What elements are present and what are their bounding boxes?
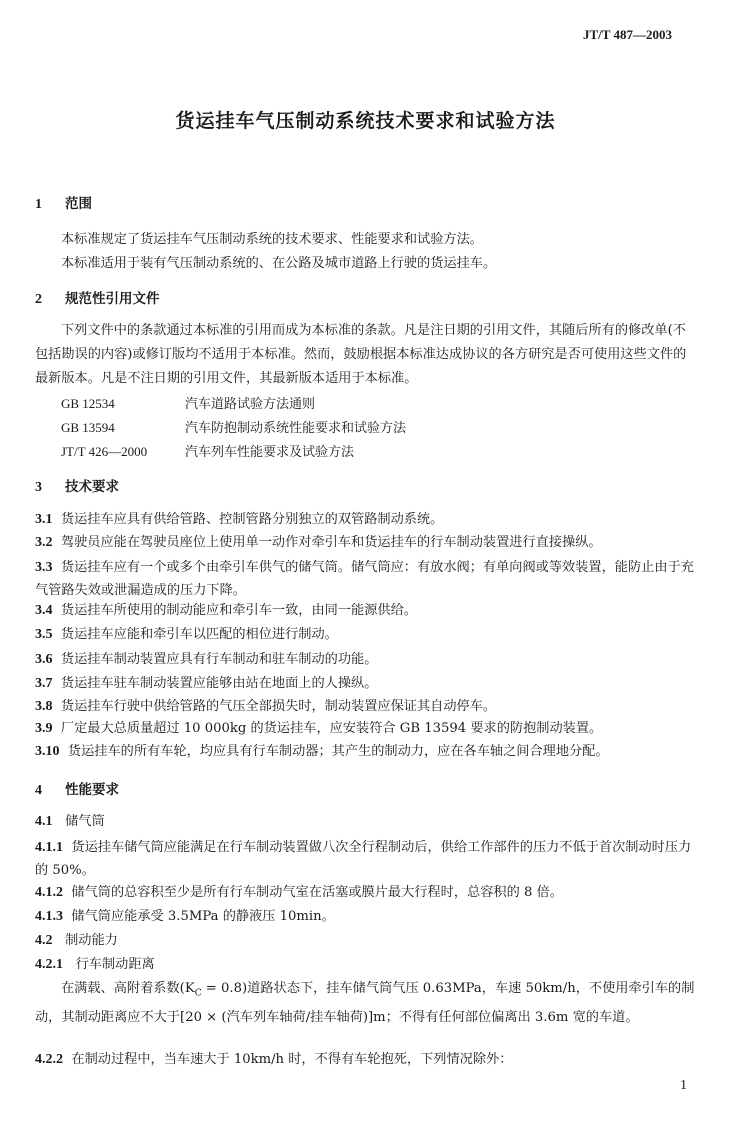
reference-row <box>61 393 315 412</box>
section-number: 1 <box>35 197 42 212</box>
section-1-heading <box>35 192 92 213</box>
section-3-heading <box>35 475 119 496</box>
clause-text: 货运挂车所使用的制动能应和牵引车一致，由同一能源供给。 <box>60 603 417 618</box>
paragraph: 本标准适用于装有气压制动系统的、在公路及城市道路上行驶的货运挂车。 <box>61 256 497 271</box>
clause-text: 储气筒的总容积至少是所有行车制动气室在活塞或膜片最大行程时，总容积的 8 倍。 <box>71 885 563 900</box>
clause <box>35 697 496 717</box>
clause-number: 3.4 <box>35 603 53 618</box>
reference-row <box>61 417 406 436</box>
paragraph: 本标准规定了货运挂车气压制动系统的技术要求、性能要求和试验方法。 <box>61 232 483 247</box>
clause-text: 货运挂车储气筒应能满足在行车制动装置做八次全行程制动后，供给工作部件的压力不低于首次制动时压力的 50%。 <box>35 840 692 878</box>
clause-number: 3.5 <box>35 627 53 642</box>
reference-title: 汽车防抱制动系统性能要求和试验方法 <box>185 421 407 436</box>
clause-number: 4.2.1 <box>35 957 63 972</box>
clause-text: 货运挂车应有一个或多个由牵引车供气的储气筒。储气筒应：有放水阀；有单向阀或等效装置，能防止由于充气管路失效或泄漏造成的压力下降。 <box>35 560 694 598</box>
paragraph: 下列文件中的条款通过本标准的引用而成为本标准的条款。凡是注日期的引用文件，其随后所有的修改单(不包括勘误的内容)或修订版均不适用于本标准。然而，鼓励根据本标准达成协议的各方研究是否可使用这些文件的最新版本。凡是不注日期的引用文件，其最新版本适用于本标准。 <box>35 323 687 386</box>
standard-number: JT/T 487—2003 <box>583 27 672 42</box>
reference-title: 汽车列车性能要求及试验方法 <box>185 445 355 460</box>
clause-text: 在制动过程中，当车速大于 10km/h 时，不得有车轮抱死，下列情况除外： <box>71 1052 513 1067</box>
clause-number: 3.6 <box>35 652 53 667</box>
clause-number: 3.8 <box>35 699 53 714</box>
clause <box>35 533 602 553</box>
section-number: 2 <box>35 292 42 307</box>
clause <box>35 907 335 927</box>
clause-text: 驾驶员应能在驾驶员座位上使用单一动作对牵引车和货运挂车的行车制动装置进行直接操纵。 <box>60 535 602 550</box>
clause-text: 货运挂车的所有车轮，均应具有行车制动器；其产生的制动力，应在各车轴之间合理地分配。 <box>67 744 609 759</box>
clause-number: 3.1 <box>35 512 53 527</box>
clause-number: 3.7 <box>35 676 53 691</box>
subsection-heading <box>35 955 155 975</box>
clause-number: 4.1.1 <box>35 840 63 855</box>
document-title: 货运挂车气压制动系统技术要求和试验方法 <box>175 110 556 132</box>
clause <box>35 883 563 903</box>
section-2-heading <box>35 287 160 308</box>
reference-code: GB 12534 <box>61 396 115 411</box>
reference-code: GB 13594 <box>61 420 115 435</box>
clause-text: 货运挂车驻车制动装置应能够由站在地面上的人操纵。 <box>60 676 378 691</box>
clause <box>35 601 417 621</box>
clause-text: 货运挂车制动装置应具有行车制动和驻车制动的功能。 <box>60 652 378 667</box>
clause-text: 货运挂车行驶中供给管路的气压全部损失时，制动装置应保证其自动停车。 <box>60 699 497 714</box>
clause <box>35 836 695 882</box>
clause-number: 3.3 <box>35 560 53 575</box>
clause-number: 4.2.2 <box>35 1052 63 1067</box>
clause <box>35 742 609 762</box>
clause-text: 货运挂车应能和牵引车以匹配的相位进行制动。 <box>60 627 338 642</box>
section-title: 性能要求 <box>65 782 119 798</box>
clause-number: 3.2 <box>35 535 53 550</box>
clause-text: 货运挂车应具有供给管路、控制管路分别独立的双管路制动系统。 <box>60 512 444 527</box>
section-number: 3 <box>35 480 42 495</box>
clause-text: 储气筒应能承受 3.5MPa 的静液压 10min。 <box>71 909 335 924</box>
clause-number: 4.2 <box>35 933 53 948</box>
section-title: 技术要求 <box>65 479 119 495</box>
subsection-title: 制动能力 <box>65 933 118 948</box>
clause <box>35 674 377 694</box>
clause-number: 4.1 <box>35 814 53 829</box>
clause <box>35 719 602 739</box>
subsection-heading <box>35 812 105 832</box>
clause <box>35 1050 512 1070</box>
clause <box>35 650 377 670</box>
section-title: 规范性引用文件 <box>65 291 160 307</box>
reference-row <box>61 441 354 460</box>
section-title: 范围 <box>65 196 92 212</box>
clause <box>35 625 338 645</box>
clause <box>35 510 443 530</box>
section-number: 4 <box>35 783 42 798</box>
subsection-title: 储气筒 <box>65 814 105 829</box>
clause-text: 厂定最大总质量超过 10 000kg 的货运挂车，应安装符合 GB 13594 要求的防抱制动装置。 <box>60 721 603 736</box>
clause-number: 3.9 <box>35 721 53 736</box>
clause <box>35 556 695 602</box>
clause-number: 4.1.2 <box>35 885 63 900</box>
subsection-title: 行车制动距离 <box>75 957 155 972</box>
clause-number: 3.10 <box>35 744 60 759</box>
paragraph: 在满载、高附着系数$(K_C = 0.8)$道路状态下，挂车储气筒气压 0.63MPa，车速 50km/h，不使用牵引车的制动，其制动距离应不大于[20 × (汽车列车轴荷/挂车轴荷)]m；不得有任何部位偏离出 3.6m 宽的车道。 <box>35 981 695 1025</box>
reference-title: 汽车道路试验方法通则 <box>185 397 316 412</box>
reference-code: JT/T 426—2000 <box>61 444 148 459</box>
page-number: 1 <box>680 1078 687 1093</box>
section-4-heading <box>35 778 119 799</box>
clause-number: 4.1.3 <box>35 909 63 924</box>
subsection-heading <box>35 931 118 951</box>
